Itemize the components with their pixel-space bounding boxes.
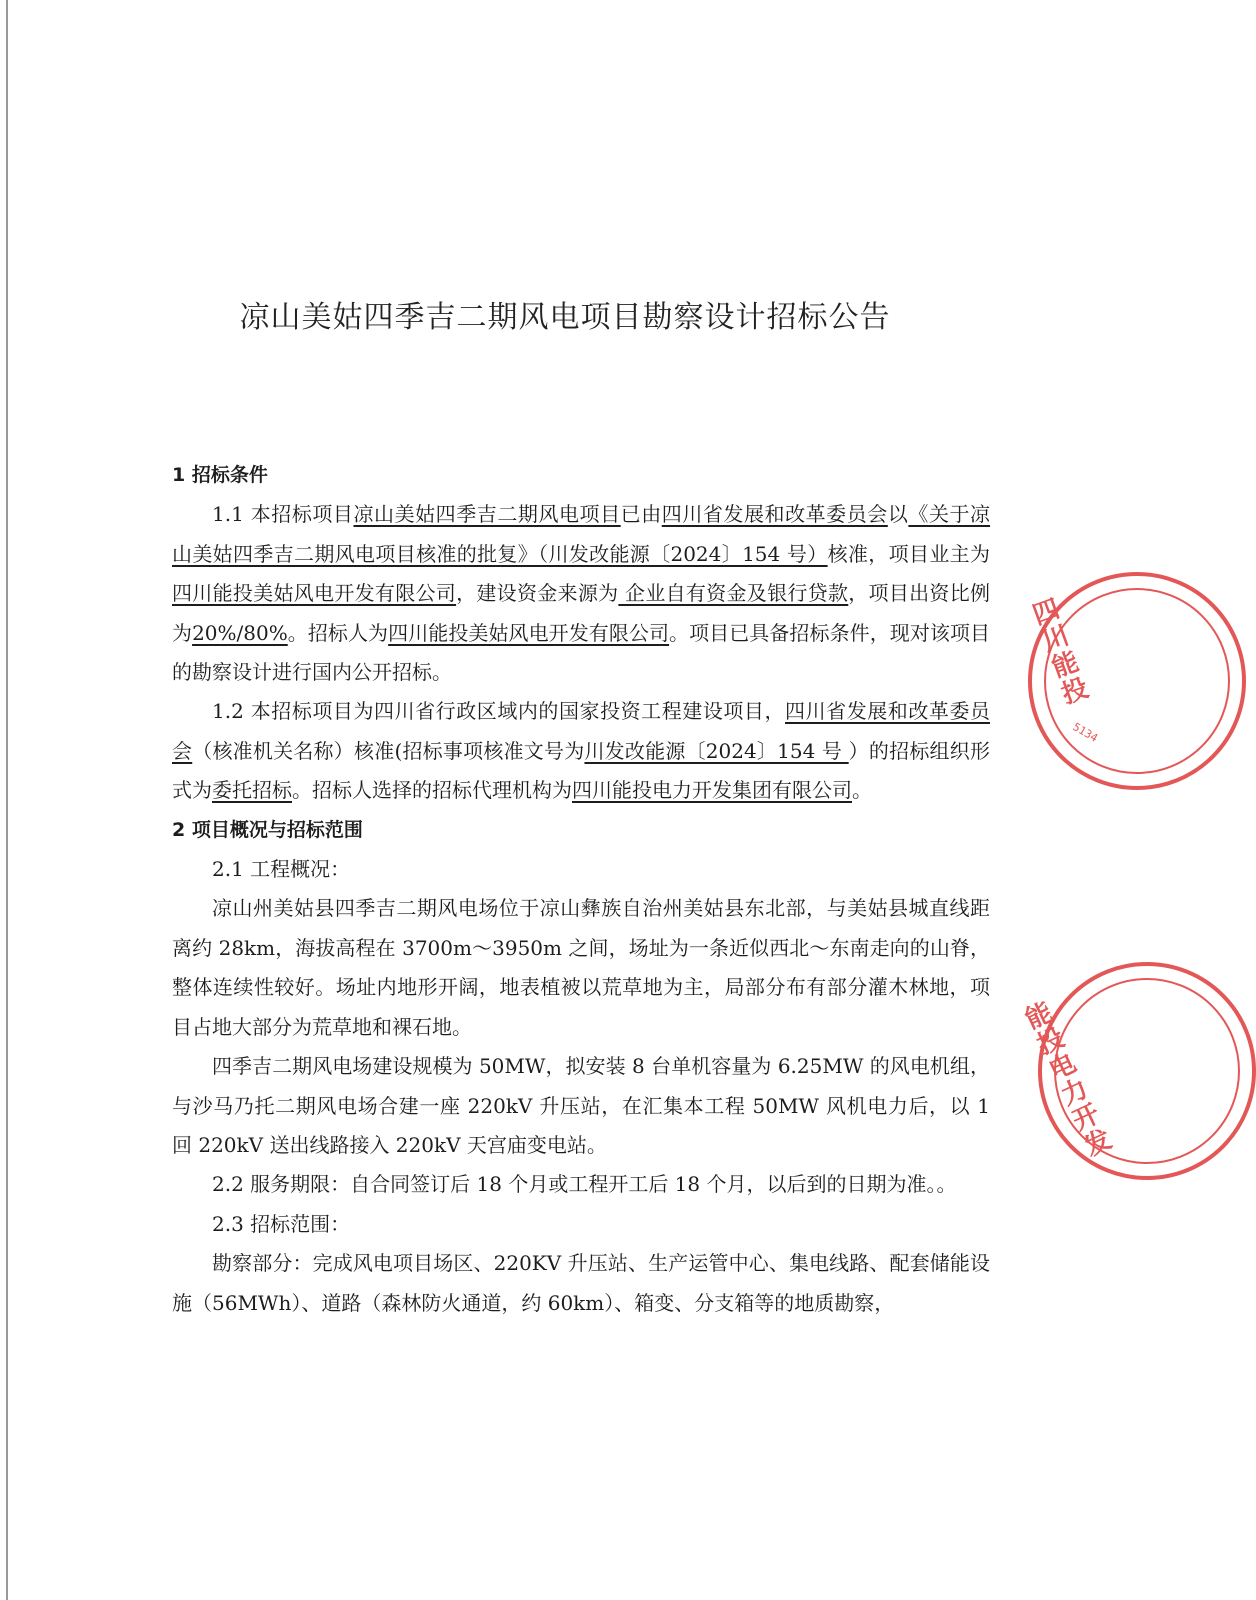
text: ，项目出资比例为 — [172, 581, 991, 645]
subsection-2-3-title: 2.3 招标范围： — [212, 1211, 351, 1236]
section-2-heading: 2 项目概况与招标范围 — [172, 818, 363, 841]
text: 。招标人选择的招标代理机构为 — [292, 778, 572, 803]
tender-form: 委托招标 — [212, 778, 292, 803]
paragraph-1-2 — [172, 692, 990, 810]
approval-doc-number: 川发改能源〔2024〕154 号 — [584, 738, 849, 763]
project-owner: 四川能投美姑风电开发有限公司 — [172, 581, 457, 606]
approval-document: 《关于凉山美姑四季吉二期风电项目核准的批复》（川发改能源〔2024〕154 号） — [172, 502, 991, 566]
text: 。项目已具备招标条件，现对该项目的勘察设计进行国内公开招标。 — [172, 620, 991, 685]
survey-scope: 勘察部分：完成风电项目场区、220KV 升压站、生产运管中心、集电线路、配套储能设施（56MWh）、道路（森林防火通道，约 60km）、箱变、分支箱等的地质勘察， — [172, 1251, 990, 1315]
text: 本招标项目为四川省行政区域内的国家投资工程建设项目， — [250, 699, 786, 724]
subsection-2-1-title: 2.1 工程概况： — [212, 857, 351, 882]
page-title: 凉山美姑四季吉二期风电项目勘察设计招标公告 — [239, 300, 891, 335]
section-1-heading: 1 招标条件 — [172, 464, 268, 486]
text: 核准，项目业主为 — [827, 541, 991, 566]
project-name: 凉山美姑四季吉二期风电项目 — [353, 502, 621, 527]
clause-number: 1.1 — [212, 502, 251, 527]
document-body — [172, 456, 990, 1323]
service-period: 2.2 服务期限：自合同签订后 18 个月或工程开工后 18 个月，以后到的日期为准。。 — [212, 1172, 957, 1197]
funding-ratio: 20%/80% — [192, 620, 288, 645]
clause-number: 1.2 — [212, 699, 251, 724]
overview-paragraph-2: 四季吉二期风电场建设规模为 50MW，拟安装 8 台单机容量为 6.25MW 的风电机组，与沙马乃托二期风电场合建一座 220kV 升压站，在汇集本工程 50MW 风机电力后，以 1 回 220kV 送出线路接入 220kV 天宫庙变电站。 — [172, 1054, 990, 1157]
text: （核准机关名称）核准(招标事项核准文号为 — [192, 738, 585, 763]
seal-text: 能投电力开发 — [1016, 997, 1116, 1163]
scan-edge-line — [6, 0, 8, 1600]
text: 。招标人为 — [287, 620, 389, 645]
approval-authority: 四川省发展和改革委员会 — [661, 502, 888, 527]
approval-authority: 四川省发展和改革委员会 — [172, 699, 991, 763]
text: ）的招标组织形式为 — [172, 738, 990, 803]
text: 以 — [887, 502, 909, 527]
tender-agency: 四川能投电力开发集团有限公司 — [572, 778, 852, 803]
text: ，建设资金来源为 — [456, 581, 619, 606]
tenderer: 四川能投美姑风电开发有限公司 — [388, 620, 670, 645]
paragraph-1-1 — [172, 495, 990, 692]
seal-text: 四川能投 — [1024, 594, 1092, 710]
text: 本招标项目 — [250, 502, 354, 527]
company-seal-upper — [1024, 572, 1246, 790]
seal-code: 5134 — [1070, 720, 1100, 745]
text: 。 — [852, 778, 872, 803]
text: 已由 — [620, 502, 662, 527]
overview-paragraph-1: 凉山州美姑县四季吉二期风电场位于凉山彝族自治州美姑县东北部，与美姑县城直线距离约 28km，海拔高程在 3700m～3950m 之间，场址为一条近似西北～东南走向的山脊，整体连续性较好。场址内地形开阔，地表植被以荒草地为主，局部分布有部分灌木林地，项目占地大部分为荒草地和裸石地。 — [172, 896, 990, 1039]
funding-source: 企业自有资金及银行贷款 — [618, 581, 849, 606]
company-seal-lower — [1016, 962, 1256, 1180]
